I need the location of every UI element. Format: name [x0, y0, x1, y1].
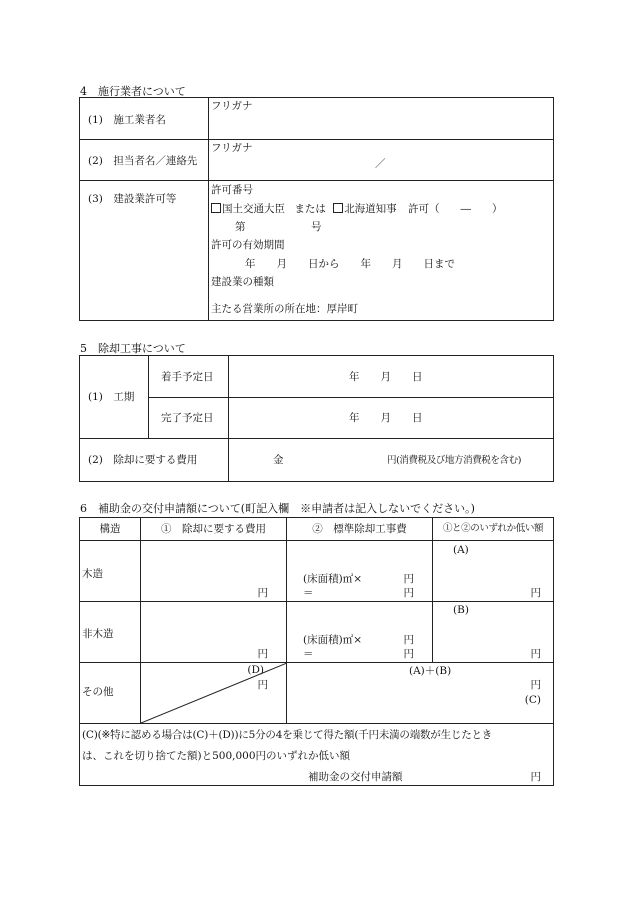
permit-options-line: [211, 203, 503, 215]
wood-equals: ＝: [303, 587, 314, 599]
permit-dai: 第: [235, 221, 246, 233]
header-standard: [287, 518, 433, 541]
mark-d: (D): [247, 664, 264, 676]
nonwood-label-cell: [80, 602, 141, 663]
nonwood-cost-yen: 円: [257, 648, 268, 660]
header-lower: [433, 518, 554, 541]
minister-option-label: 国土交通大臣: [222, 203, 285, 215]
permit-label: (3) 建設業許可等: [88, 193, 177, 205]
header-cost-text: ① 除却に要する費用: [161, 523, 266, 535]
contact-field[interactable]: [209, 140, 554, 181]
sum-ab: (A)＋(B): [409, 665, 452, 677]
start-date: 年 月 日: [349, 371, 423, 383]
industry-label: 建設業の種類: [211, 276, 274, 288]
mark-b: (B): [453, 604, 469, 616]
end-label-cell: [149, 398, 229, 439]
header-standard-text: ② 標準除却工事費: [312, 523, 407, 535]
nonwood-label: 非木造: [82, 628, 114, 640]
header-structure: [80, 518, 141, 541]
office-location: 主たる営業所の所在地：厚岸町: [211, 303, 358, 315]
start-label: 着手予定日: [161, 371, 214, 383]
start-date-field[interactable]: [229, 356, 554, 398]
cost-label-cell: [80, 439, 229, 482]
grant-amount-yen[interactable]: 円: [530, 771, 541, 783]
permit-number-label: 許可番号: [211, 184, 253, 196]
contact-label: (2) 担当者名／連絡先: [88, 155, 198, 167]
section5-heading: 5 除却工事について: [80, 342, 186, 355]
nonwood-lower-yen: 円: [530, 648, 541, 660]
contact-label-cell: [80, 140, 209, 181]
nonwood-lower-field[interactable]: [433, 602, 554, 663]
wood-standard-yen-2: 円: [403, 587, 414, 599]
end-date: 年 月 日: [349, 412, 423, 424]
diagonal-line: [141, 663, 287, 724]
cost-kin: 金: [273, 454, 284, 466]
header-lower-text: ①と②のいずれか低い額: [442, 523, 544, 534]
cost-field[interactable]: [229, 439, 554, 482]
other-cost-field[interactable]: [141, 663, 287, 724]
start-label-cell: [149, 356, 229, 398]
section4-heading: 4 施行業者について: [80, 85, 186, 98]
nonwood-standard-field[interactable]: [287, 602, 433, 663]
section6-heading: 6 補助金の交付申請額について(町記入欄 ※申請者は記入しないでください。): [80, 502, 475, 515]
wood-standard-field[interactable]: [287, 541, 433, 602]
wood-label: 木造: [82, 568, 103, 580]
header-structure-text: 構造: [99, 523, 121, 535]
contractor-name-field[interactable]: [209, 98, 554, 140]
permit-go: 号: [311, 221, 322, 233]
nonwood-floor-area: (床面積)㎡×: [303, 634, 362, 646]
permit-field: [209, 181, 554, 321]
governor-checkbox[interactable]: [333, 203, 343, 213]
note-line-2: は、これを切り捨てた額)と500,000円のいずれか低い額: [82, 750, 351, 762]
contact-furigana-label: フリガナ: [211, 142, 253, 154]
nonwood-cost-field[interactable]: [141, 602, 287, 663]
demolition-table: [79, 355, 554, 482]
other-sum-field[interactable]: [287, 663, 554, 724]
grant-table: [79, 517, 554, 786]
wood-cost-field[interactable]: [141, 541, 287, 602]
wood-label-cell: [80, 541, 141, 602]
wood-lower-yen: 円: [530, 587, 541, 599]
minister-checkbox[interactable]: [211, 203, 221, 213]
contact-separator: ／: [375, 158, 386, 170]
contractor-name-label: (1) 施工業者名: [88, 114, 166, 126]
grant-amount-label: 補助金の交付申請額: [308, 771, 403, 783]
mark-a: (A): [453, 544, 469, 556]
validity-range: 年 月 日から 年 月 日まで: [245, 258, 455, 270]
header-cost: [141, 518, 287, 541]
cost-label: (2) 除却に要する費用: [88, 454, 198, 466]
or-text: または: [294, 203, 326, 215]
contractor-furigana-label: フリガナ: [211, 100, 253, 112]
wood-standard-yen-1: 円: [403, 573, 414, 585]
period-label: (1) 工期: [88, 391, 135, 403]
mark-c: (C): [524, 694, 541, 706]
nonwood-standard-yen-2: 円: [403, 648, 414, 660]
contractor-name-label-cell: [80, 98, 209, 140]
other-label-cell: [80, 663, 141, 724]
note-line-1: (C)(※特に認める場合は(C)＋(D))に5分の4を乗じて得た額(千円未満の端数が生じたとき: [82, 729, 493, 741]
wood-cost-yen: 円: [257, 587, 268, 599]
contractor-table: [79, 97, 554, 321]
other-label: その他: [82, 686, 114, 698]
grant-note-cell: [80, 724, 554, 786]
wood-lower-field[interactable]: [433, 541, 554, 602]
permit-label-cell: [80, 181, 209, 321]
cost-yen-note: 円(消費税及び地方消費税を含む): [387, 455, 522, 466]
nonwood-equals: ＝: [303, 648, 314, 660]
period-label-cell: [80, 356, 149, 439]
wood-floor-area: (床面積)㎡×: [303, 573, 362, 585]
end-label: 完了予定日: [161, 412, 214, 424]
other-cost-yen: 円: [257, 679, 268, 691]
validity-label: 許可の有効期間: [211, 239, 285, 251]
nonwood-standard-yen-1: 円: [403, 634, 414, 646]
governor-option-label: 北海道知事: [344, 203, 397, 215]
other-sum-yen: 円: [530, 679, 541, 691]
permit-paren: 許可（ ― ）: [408, 203, 503, 215]
end-date-field[interactable]: [229, 398, 554, 439]
